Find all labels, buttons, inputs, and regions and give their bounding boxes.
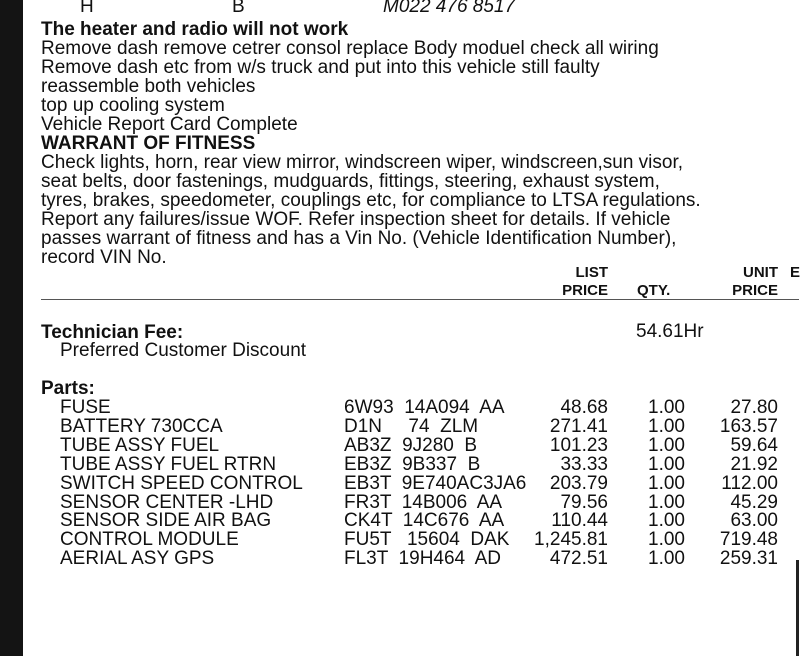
part-qty: 1.00 bbox=[648, 548, 685, 569]
part-code: 6W93 14A094 AA bbox=[344, 397, 505, 418]
part-list-price: 203.79 bbox=[549, 473, 608, 494]
wof-line: passes warrant of fitness and has a Vin No. (Vehicle Identification Number), bbox=[41, 228, 677, 249]
technician-discount: Preferred Customer Discount bbox=[60, 340, 307, 361]
page-edge-shadow bbox=[0, 0, 23, 656]
technician-label: Technician Fee: bbox=[41, 322, 184, 343]
col-e: E bbox=[790, 264, 800, 281]
job-line: Remove dash remove cetrer consol replace Body moduel check all wiring bbox=[41, 38, 659, 59]
part-qty: 1.00 bbox=[648, 510, 685, 531]
part-name: TUBE ASSY FUEL bbox=[60, 435, 220, 456]
part-name: BATTERY 730CCA bbox=[60, 416, 223, 437]
part-unit-price: 259.31 bbox=[719, 548, 778, 569]
part-qty: 1.00 bbox=[648, 435, 685, 456]
part-qty: 1.00 bbox=[648, 529, 685, 550]
part-name: SENSOR CENTER -LHD bbox=[60, 492, 274, 513]
page-edge-right bbox=[796, 560, 799, 656]
header-phone: M022 476 8517 bbox=[383, 0, 516, 17]
col-list-price-line1: LIST bbox=[575, 264, 608, 281]
part-unit-price: 45.29 bbox=[730, 492, 778, 513]
part-list-price: 33.33 bbox=[560, 454, 608, 475]
part-qty: 1.00 bbox=[648, 492, 685, 513]
col-list-price-line2: PRICE bbox=[562, 282, 608, 299]
wof-line: tyres, brakes, speedometer, couplings etc, for compliance to LTSA regulations. bbox=[41, 190, 701, 211]
part-code: EB3T 9E740AC3JA6 bbox=[344, 473, 527, 494]
part-list-price: 271.41 bbox=[549, 416, 608, 437]
part-list-price: 472.51 bbox=[549, 548, 608, 569]
part-unit-price: 27.80 bbox=[730, 397, 778, 418]
part-qty: 1.00 bbox=[648, 416, 685, 437]
part-unit-price: 719.48 bbox=[719, 529, 778, 550]
part-unit-price: 163.57 bbox=[719, 416, 778, 437]
part-code: FR3T 14B006 AA bbox=[344, 492, 503, 513]
part-name: SENSOR SIDE AIR BAG bbox=[60, 510, 272, 531]
part-name: AERIAL ASY GPS bbox=[60, 548, 215, 569]
col-unit-price bbox=[718, 264, 778, 300]
col-unit-price-line1: UNIT bbox=[743, 264, 778, 281]
col-list-price bbox=[548, 264, 608, 300]
job-line: Vehicle Report Card Complete bbox=[41, 114, 298, 135]
part-qty: 1.00 bbox=[648, 454, 685, 475]
part-list-price: 79.56 bbox=[560, 492, 608, 513]
part-list-price: 101.23 bbox=[549, 435, 608, 456]
wof-line: seat belts, door fastenings, mudguards, fittings, steering, exhaust system, bbox=[41, 171, 660, 192]
part-qty: 1.00 bbox=[648, 397, 685, 418]
header-b: B bbox=[232, 0, 245, 17]
part-unit-price: 21.92 bbox=[730, 454, 778, 475]
col-qty: QTY. bbox=[637, 282, 671, 299]
part-qty: 1.00 bbox=[648, 473, 685, 494]
part-list-price: 1,245.81 bbox=[534, 529, 608, 550]
part-name: TUBE ASSY FUEL RTRN bbox=[60, 454, 277, 475]
wof-line: record VIN No. bbox=[41, 247, 167, 268]
wof-line: Report any failures/issue WOF. Refer inspection sheet for details. If vehicle bbox=[41, 209, 671, 230]
wof-line: Check lights, horn, rear view mirror, windscreen wiper, windscreen,sun visor, bbox=[41, 152, 684, 173]
job-line: Remove dash etc from w/s truck and put into this vehicle still faulty bbox=[41, 57, 600, 78]
job-heading: The heater and radio will not work bbox=[41, 19, 349, 40]
part-name: SWITCH SPEED CONTROL bbox=[60, 473, 303, 494]
part-unit-price: 59.64 bbox=[730, 435, 778, 456]
part-list-price: 48.68 bbox=[560, 397, 608, 418]
part-name: FUSE bbox=[60, 397, 111, 418]
technician-hours: 54.61Hr bbox=[636, 321, 704, 342]
part-unit-price: 112.00 bbox=[721, 473, 778, 494]
wof-heading: WARRANT OF FITNESS bbox=[41, 133, 256, 154]
part-list-price: 110.44 bbox=[551, 510, 608, 531]
part-name: CONTROL MODULE bbox=[60, 529, 239, 550]
part-code: FU5T 15604 DAK bbox=[344, 529, 510, 550]
col-unit-price-line2: PRICE bbox=[732, 282, 778, 299]
part-code: EB3Z 9B337 B bbox=[344, 454, 481, 475]
job-line: top up cooling system bbox=[41, 95, 225, 116]
part-code: CK4T 14C676 AA bbox=[344, 510, 505, 531]
part-code: D1N 74 ZLM bbox=[344, 416, 479, 437]
header-divider bbox=[41, 299, 799, 300]
part-unit-price: 63.00 bbox=[730, 510, 778, 531]
parts-label: Parts: bbox=[41, 378, 95, 399]
part-code: AB3Z 9J280 B bbox=[344, 435, 478, 456]
part-code: FL3T 19H464 AD bbox=[344, 548, 502, 569]
header-h: H bbox=[80, 0, 94, 17]
job-line: reassemble both vehicles bbox=[41, 76, 256, 97]
